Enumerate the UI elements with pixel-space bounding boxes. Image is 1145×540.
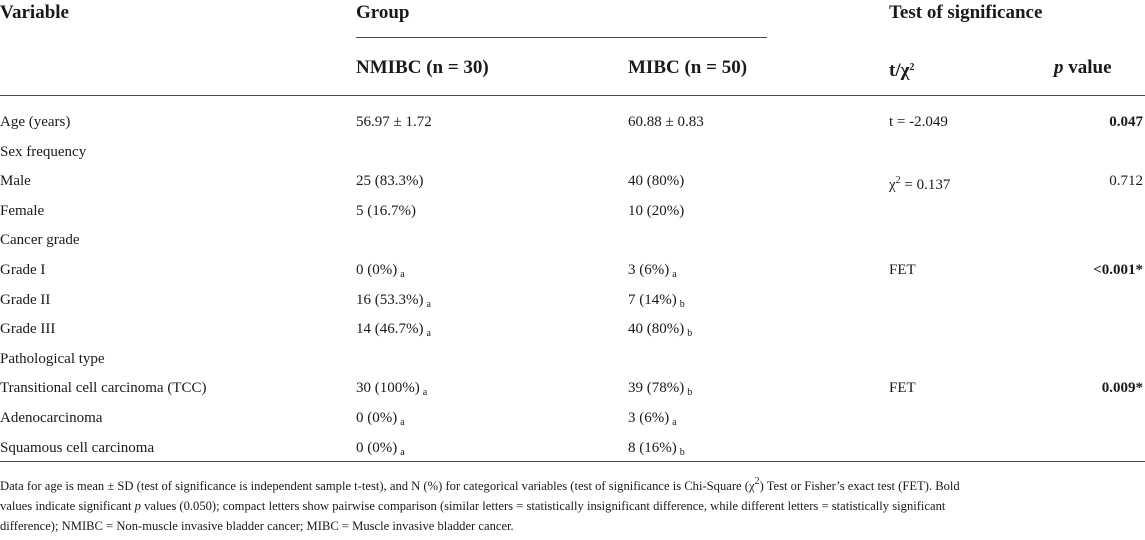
row-p-value: 0.047 <box>1109 114 1143 130</box>
header-p-value: p value <box>1054 57 1112 78</box>
row-variable: Squamous cell carcinoma <box>0 440 155 456</box>
header-nmibc: NMIBC (n = 30) <box>356 57 489 78</box>
row-nmibc: 5 (16.7%) <box>356 203 416 219</box>
row-p-value: <0.001* <box>1093 262 1143 278</box>
row-nmibc: 14 (46.7%) $_a$ <box>356 321 431 339</box>
header-variable: Variable <box>0 2 69 23</box>
row-p-value: 0.009* <box>1101 380 1143 396</box>
row-mibc: 39 (78%) $_b$ <box>628 380 693 398</box>
row-stat: t = -2.049 <box>889 114 948 130</box>
row-variable: Sex frequency <box>0 144 87 160</box>
row-nmibc: 56.97 ± 1.72 <box>356 114 432 130</box>
row-variable: Grade I <box>0 262 46 278</box>
row-nmibc: 0 (0%) $_a$ <box>356 410 405 428</box>
footnote-line-3: difference); NMIBC = Non-muscle invasive bladder cancer; MIBC = Muscle invasive bladder cancer. <box>0 519 514 533</box>
bottom-rule <box>0 461 1145 462</box>
row-mibc: 60.88 ± 0.83 <box>628 114 704 130</box>
row-variable: Male <box>0 173 31 189</box>
row-nmibc: 25 (83.3%) <box>356 173 424 189</box>
row-mibc: 40 (80%) $_b$ <box>628 321 693 339</box>
header-rule <box>0 95 1145 96</box>
header-stat: $t/\chi^2$ <box>889 60 915 81</box>
row-p-value: 0.712 <box>1109 173 1143 189</box>
header-group: Group <box>356 2 410 23</box>
row-mibc: 3 (6%) $_a$ <box>628 262 677 280</box>
row-variable: Age (years) <box>0 114 71 130</box>
header-test-of-significance: Test of significance <box>889 2 1043 23</box>
row-mibc: 10 (20%) <box>628 203 685 219</box>
row-variable: Grade II <box>0 292 51 308</box>
row-nmibc: 30 (100%) $_a$ <box>356 380 428 398</box>
row-mibc: 3 (6%) $_a$ <box>628 410 677 428</box>
row-mibc: 7 (14%) $_b$ <box>628 292 685 310</box>
row-stat: FET <box>889 262 916 278</box>
footnote-line-2: values indicate significant p values (0.050); compact letters show pairwise comparison (similar letters = statistically insignificant difference, while different letters = statistically significant <box>0 499 946 513</box>
row-variable: Female <box>0 203 45 219</box>
row-variable: Cancer grade <box>0 232 80 248</box>
table-footnote <box>0 472 1140 536</box>
row-variable: Transitional cell carcinoma (TCC) <box>0 380 207 396</box>
row-mibc: 8 (16%) $_b$ <box>628 440 685 458</box>
group-rule <box>356 37 767 38</box>
row-nmibc: 16 (53.3%) $_a$ <box>356 292 431 310</box>
row-variable: Grade III <box>0 321 56 337</box>
row-variable: Pathological type <box>0 351 105 367</box>
footnote-line-1: Data for age is mean ± SD (test of significance is independent sample t-test), and N (%) for categorical variables (test of significance is Chi-Square $(\chi^2)$ Test or Fisher’s exact test (FET). Bold <box>0 476 960 493</box>
header-mibc: MIBC (n = 50) <box>628 57 748 78</box>
row-mibc: 40 (80%) <box>628 173 685 189</box>
row-nmibc: 0 (0%) $_a$ <box>356 262 405 280</box>
row-stat: $\chi^2 = 0.137$ <box>889 175 951 193</box>
row-stat: FET <box>889 380 916 396</box>
row-variable: Adenocarcinoma <box>0 410 103 426</box>
row-nmibc: 0 (0%) $_a$ <box>356 440 405 458</box>
